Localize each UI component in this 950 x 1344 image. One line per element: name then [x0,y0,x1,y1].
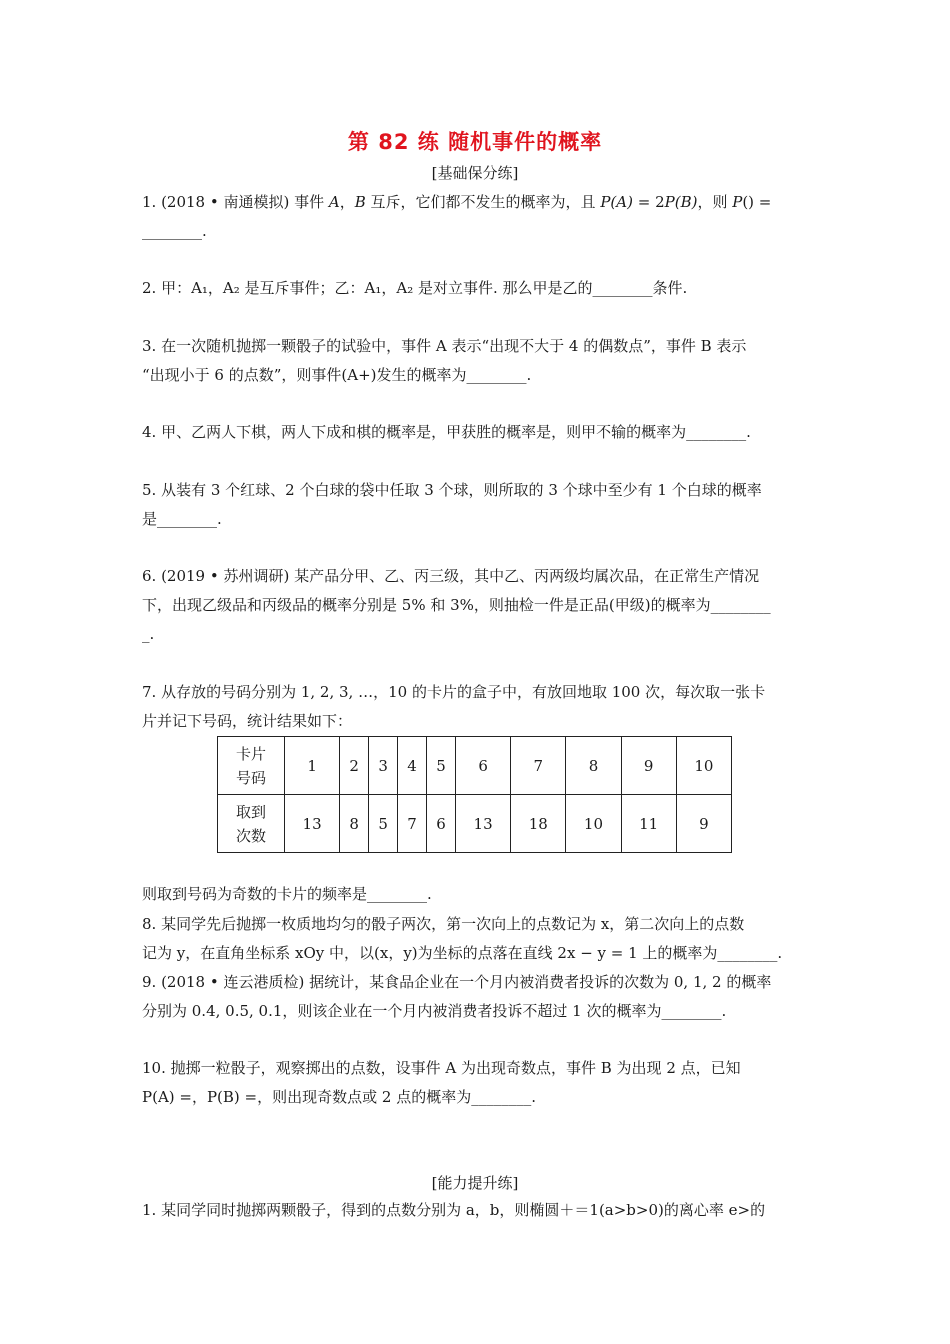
question-3 [142,332,814,390]
question-2-line-1: 2. 甲：A₁，A₂ 是互斥事件；乙：A₁，A₂ 是对立事件. 那么甲是乙的________条件. [142,279,688,297]
question-3-line-1: 3. 在一次随机抛掷一颗骰子的试验中，事件 A 表示“出现不大于 4 的偶数点”，事件 B 表示 [142,337,747,355]
table-cell: 9 [676,795,731,853]
section-heading-advanced: [能力提升练] [431,1174,519,1192]
table-cell: 18 [511,795,566,853]
table-cell: 11 [621,795,676,853]
table-cell: 6 [456,737,511,795]
table-cell: 4 [398,737,427,795]
question-5 [142,476,814,534]
table-cell: 1 [285,737,340,795]
question-6-line-2: 下，出现乙级品和丙级品的概率分别是 5% 和 3%，则抽检一件是正品(甲级)的概率为________ [142,596,771,614]
question-4-line-1: 4. 甲、乙两人下棋，两人下成和棋的概率是，甲获胜的概率是，则甲不输的概率为________. [142,423,751,441]
question-4 [142,418,814,447]
question-5-line-1: 5. 从装有 3 个红球、2 个白球的袋中任取 3 个球，则所取的 3 个球中至少有 1 个白球的概率 [142,481,762,499]
table-cell: 8 [566,737,621,795]
question-8 [142,910,814,968]
question-9-line-2: 分别为 0.4, 0.5, 0.1，则该企业在一个月内被消费者投诉不超过 1 次的概率为________. [142,1002,727,1020]
question-6 [142,562,814,649]
question-1-line-2: ________. [142,222,207,240]
question-7 [142,678,814,736]
question-10 [142,1054,814,1112]
question-7-line-2: 片并记下号码，统计结果如下： [142,712,353,730]
table-cell: 10 [566,795,621,853]
question-1-line-1: 1. (2018 • 南通模拟) 事件 A，B 互斥，它们都不发生的概率为，且 P(A) = 2P(B)，则 P() = [142,193,772,211]
table-cell: 9 [621,737,676,795]
question-10-line-1: 10. 抛掷一粒骰子，观察掷出的点数，设事件 A 为出现奇数点，事件 B 为出现 2 点，已知 [142,1059,741,1077]
table-cell: 6 [427,795,456,853]
question-2 [142,274,814,303]
question-7-line-1: 7. 从存放的号码分别为 1, 2, 3, …，10 的卡片的盒子中，有放回地取 100 次，每次取一张卡 [142,683,766,701]
question-9 [142,968,814,1026]
question-9-line-1: 9. (2018 • 连云港质检) 据统计，某食品企业在一个月内被消费者投诉的次数为 0, 1, 2 的概率 [142,973,772,991]
table-cell: 8 [340,795,369,853]
question-8-line-2: 记为 y，在直角坐标系 xOy 中，以(x，y)为坐标的点落在直线 2x − y = 1 上的概率为________. [142,944,783,962]
question-7-follow-up [142,880,814,909]
card-frequency-table [217,736,732,853]
table-cell: 13 [285,795,340,853]
question-7-after-line: 则取到号码为奇数的卡片的频率是________. [142,885,432,903]
table-cell: 5 [369,795,398,853]
question-5-line-2: 是________. [142,510,222,528]
question-3-line-2: “出现小于 6 的点数”，则事件(A+)发生的概率为________. [142,366,532,384]
advanced-question-1 [142,1196,814,1225]
table-row-counts [218,795,732,853]
question-8-line-1: 8. 某同学先后抛掷一枚质地均匀的骰子两次，第一次向上的点数记为 x，第二次向上的点数 [142,915,745,933]
table-cell: 10 [676,737,731,795]
table-cell: 7 [511,737,566,795]
question-10-line-2: P(A) =，P(B) =，则出现奇数点或 2 点的概率为________. [142,1088,536,1106]
advanced-question-1-line-1: 1. 某同学同时抛掷两颗骰子，得到的点数分别为 a，b，则椭圆＋＝1(a>b>0)的离心率 e>的 [142,1201,766,1219]
question-1 [142,188,814,246]
table-header-draw-count: 取到 次数 [218,795,285,853]
table-cell: 13 [456,795,511,853]
table-header-card-number: 卡片 号码 [218,737,285,795]
table-cell: 7 [398,795,427,853]
section-heading-basic: [基础保分练] [431,164,519,182]
page-title: 第 82 练 随机事件的概率 [347,130,603,154]
question-6-line-1: 6. (2019 • 苏州调研) 某产品分甲、乙、丙三级，其中乙、丙两级均属次品，在正常生产情况 [142,567,760,585]
table-cell: 2 [340,737,369,795]
table-row-numbers [218,737,732,795]
question-6-line-3: _. [142,625,155,643]
table-cell: 3 [369,737,398,795]
table-cell: 5 [427,737,456,795]
